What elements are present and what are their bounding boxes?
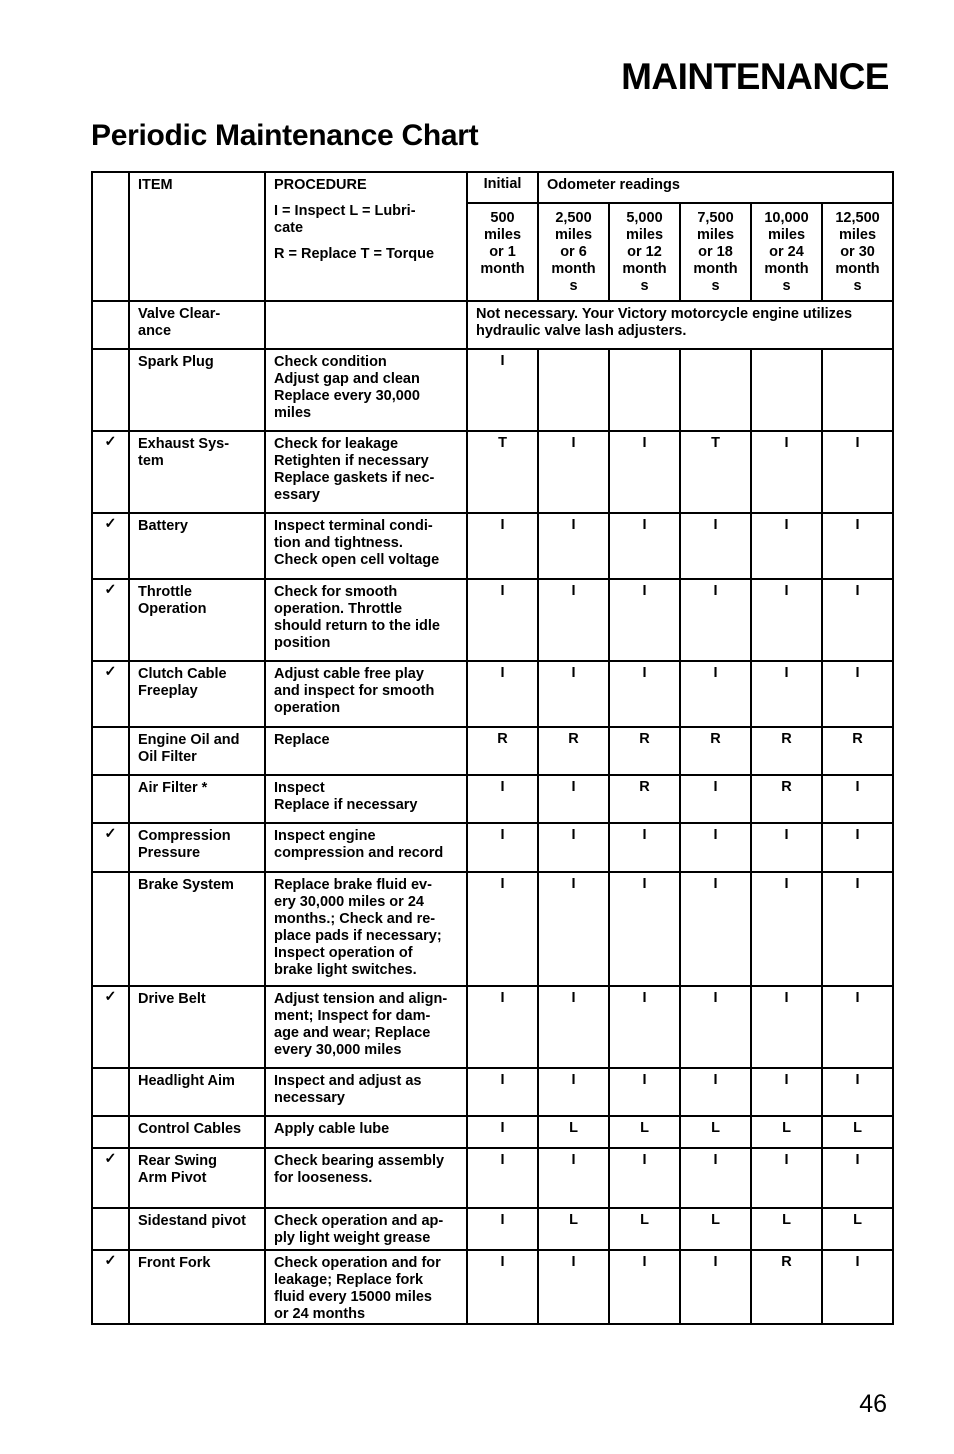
procedure-key-line1: I = Inspect L = Lubri- cate [274,203,416,236]
interval-value-cell: I [467,1250,538,1324]
check-mark-icon: ✓ [104,664,117,680]
interval-value-cell: R [538,727,609,775]
procedure-cell: Adjust tension and align- ment; Inspect for dam- age and wear; Replace every 30,000 miles [265,986,467,1068]
interval-value-cell: I [538,579,609,661]
check-mark-cell [92,579,129,661]
interval-value-cell: I [751,579,822,661]
interval-header: 12,500 miles or 30 month s [822,203,893,301]
interval-value-cell: L [822,1208,893,1250]
interval-value-cell: I [680,579,751,661]
item-cell: Sidestand pivot [129,1208,265,1250]
table-row [92,661,893,727]
check-mark-cell [92,1116,129,1148]
interval-value-cell: I [467,775,538,823]
interval-header: 500 miles or 1 month [467,203,538,301]
interval-value-cell: I [609,1250,680,1324]
interval-value-cell: I [822,823,893,872]
table-row [92,579,893,661]
interval-value-cell: L [751,1116,822,1148]
check-mark-cell [92,431,129,513]
interval-value-cell: I [538,1250,609,1324]
interval-value-cell: R [751,727,822,775]
interval-value-cell: I [822,1068,893,1116]
check-mark-cell [92,349,129,431]
item-cell: Throttle Operation [129,579,265,661]
interval-value-cell: I [751,661,822,727]
item-cell: Air Filter * [129,775,265,823]
procedure-cell [265,301,467,349]
procedure-cell: Inspect and adjust as necessary [265,1068,467,1116]
table-row [92,1116,893,1148]
table-row [92,1208,893,1250]
interval-value-cell: I [680,775,751,823]
interval-value-cell: I [751,872,822,986]
interval-value-cell: L [751,1208,822,1250]
interval-header: 7,500 miles or 18 month s [680,203,751,301]
check-column-header [92,172,129,301]
item-cell: Battery [129,513,265,579]
interval-value-cell: I [822,661,893,727]
item-cell: Compression Pressure [129,823,265,872]
interval-value-cell [751,349,822,431]
interval-value-cell: I [751,986,822,1068]
procedure-cell: Check for smooth operation. Throttle should return to the idle position [265,579,467,661]
interval-value-cell: I [680,1148,751,1208]
check-mark-cell [92,513,129,579]
section-title: MAINTENANCE [621,56,889,97]
check-mark-cell [92,1148,129,1208]
interval-value-cell: R [609,727,680,775]
interval-value-cell: I [680,872,751,986]
interval-value-cell: I [467,579,538,661]
interval-value-cell [680,349,751,431]
item-cell: Drive Belt [129,986,265,1068]
table-row [92,431,893,513]
table-row [92,513,893,579]
interval-value-cell: I [822,513,893,579]
table-row [92,349,893,431]
check-mark-cell [92,1250,129,1324]
interval-value-cell [538,349,609,431]
interval-value-cell: L [538,1116,609,1148]
table-row [92,1250,893,1324]
interval-value-cell: I [609,1148,680,1208]
interval-value-cell: L [538,1208,609,1250]
table-row [92,727,893,775]
interval-value-cell: I [467,986,538,1068]
procedure-cell: Adjust cable free play and inspect for smooth operation [265,661,467,727]
interval-value-cell: I [467,823,538,872]
check-mark-cell [92,727,129,775]
interval-value-cell: I [751,823,822,872]
interval-value-cell: I [609,661,680,727]
interval-value-cell: I [467,349,538,431]
interval-value-cell: I [680,1068,751,1116]
interval-value-cell: I [467,1148,538,1208]
table-row [92,301,893,349]
interval-value-cell: I [609,513,680,579]
item-cell: Engine Oil and Oil Filter [129,727,265,775]
item-cell: Headlight Aim [129,1068,265,1116]
interval-value-cell: L [822,1116,893,1148]
check-mark-cell [92,1068,129,1116]
interval-value-cell: I [680,513,751,579]
check-mark-icon: ✓ [104,582,117,598]
note-cell: Not necessary. Your Victory motorcycle engine utilizes hydraulic valve lash adjusters. [467,301,893,349]
table-row [92,1148,893,1208]
interval-value-cell: L [609,1208,680,1250]
procedure-cell: Inspect terminal condi- tion and tightness. Check open cell voltage [265,513,467,579]
procedure-header-label: PROCEDURE [274,177,367,193]
item-cell: Clutch Cable Freeplay [129,661,265,727]
procedure-cell: Replace [265,727,467,775]
interval-value-cell: L [680,1116,751,1148]
interval-value-cell: I [680,823,751,872]
interval-value-cell: I [822,579,893,661]
item-cell: Rear Swing Arm Pivot [129,1148,265,1208]
interval-value-cell: I [467,513,538,579]
interval-value-cell: I [609,431,680,513]
interval-value-cell: R [822,727,893,775]
interval-value-cell: I [822,1148,893,1208]
interval-value-cell: T [680,431,751,513]
check-mark-cell [92,823,129,872]
item-cell: Control Cables [129,1116,265,1148]
maintenance-table [91,171,894,1325]
check-mark-icon: ✓ [104,1253,117,1269]
procedure-cell: Inspect Replace if necessary [265,775,467,823]
interval-value-cell: I [609,823,680,872]
interval-value-cell: I [822,431,893,513]
interval-value-cell: I [467,872,538,986]
interval-value-cell: R [680,727,751,775]
odometer-readings-header: Odometer readings [538,172,893,203]
interval-value-cell: I [538,823,609,872]
interval-value-cell [822,349,893,431]
interval-value-cell: I [609,986,680,1068]
interval-value-cell: I [680,986,751,1068]
check-mark-icon: ✓ [104,989,117,1005]
interval-value-cell: I [538,986,609,1068]
check-mark-cell [92,1208,129,1250]
check-mark-cell [92,872,129,986]
interval-value-cell: R [751,1250,822,1324]
item-cell: Brake System [129,872,265,986]
check-mark-icon: ✓ [104,516,117,532]
table-row [92,872,893,986]
interval-value-cell: I [680,1250,751,1324]
initial-column-header: Initial [467,172,538,203]
procedure-key-line2: R = Replace T = Torque [274,246,435,262]
procedure-cell: Check operation and for leakage; Replace fork fluid every 15000 miles or 24 months [265,1250,467,1324]
item-cell: Spark Plug [129,349,265,431]
check-mark-cell [92,661,129,727]
interval-value-cell: R [609,775,680,823]
item-cell: Valve Clear- ance [129,301,265,349]
table-row [92,1068,893,1116]
interval-value-cell: L [609,1116,680,1148]
interval-value-cell: I [822,1250,893,1324]
interval-value-cell: R [467,727,538,775]
check-mark-icon: ✓ [104,1151,117,1167]
procedure-cell: Check for leakage Retighten if necessary Replace gaskets if nec- essary [265,431,467,513]
procedure-cell: Replace brake fluid ev- ery 30,000 miles or 24 months.; Check and re- place pads if necessary; Inspect operation of brake light switches. [265,872,467,986]
table-row [92,775,893,823]
interval-value-cell: L [680,1208,751,1250]
interval-value-cell: I [538,1148,609,1208]
interval-value-cell: I [822,775,893,823]
procedure-cell: Check bearing assembly for looseness. [265,1148,467,1208]
interval-value-cell: I [751,431,822,513]
interval-value-cell: I [467,1116,538,1148]
table-row [92,823,893,872]
interval-value-cell: I [751,1148,822,1208]
interval-value-cell: T [467,431,538,513]
interval-value-cell: I [680,661,751,727]
procedure-cell: Check operation and ap- ply light weight grease [265,1208,467,1250]
interval-value-cell: I [609,579,680,661]
procedure-cell: Inspect engine compression and record [265,823,467,872]
interval-value-cell: I [609,1068,680,1116]
interval-value-cell: I [751,1068,822,1116]
interval-value-cell: I [538,775,609,823]
check-mark-cell [92,301,129,349]
interval-value-cell: I [538,513,609,579]
check-mark-icon: ✓ [104,434,117,450]
interval-value-cell: I [822,872,893,986]
item-cell: Front Fork [129,1250,265,1324]
interval-value-cell: I [467,661,538,727]
item-cell: Exhaust Sys- tem [129,431,265,513]
procedure-cell: Apply cable lube [265,1116,467,1148]
table-row [92,986,893,1068]
interval-value-cell: I [538,1068,609,1116]
interval-header: 10,000 miles or 24 month s [751,203,822,301]
interval-value-cell: R [751,775,822,823]
procedure-column-header [265,172,467,301]
page-number: 46 [859,1390,887,1418]
interval-header: 5,000 miles or 12 month s [609,203,680,301]
interval-value-cell: I [538,872,609,986]
interval-value-cell: I [609,872,680,986]
interval-value-cell: I [538,661,609,727]
check-mark-icon: ✓ [104,826,117,842]
interval-header: 2,500 miles or 6 month s [538,203,609,301]
interval-value-cell: I [822,986,893,1068]
header-row-1 [92,172,893,203]
check-mark-cell [92,775,129,823]
interval-value-cell: I [467,1068,538,1116]
check-mark-cell [92,986,129,1068]
interval-value-cell: I [751,513,822,579]
interval-value-cell: I [467,1208,538,1250]
interval-value-cell [609,349,680,431]
item-column-header: ITEM [129,172,265,301]
procedure-cell: Check condition Adjust gap and clean Replace every 30,000 miles [265,349,467,431]
chart-title: Periodic Maintenance Chart [91,119,479,152]
interval-value-cell: I [538,431,609,513]
